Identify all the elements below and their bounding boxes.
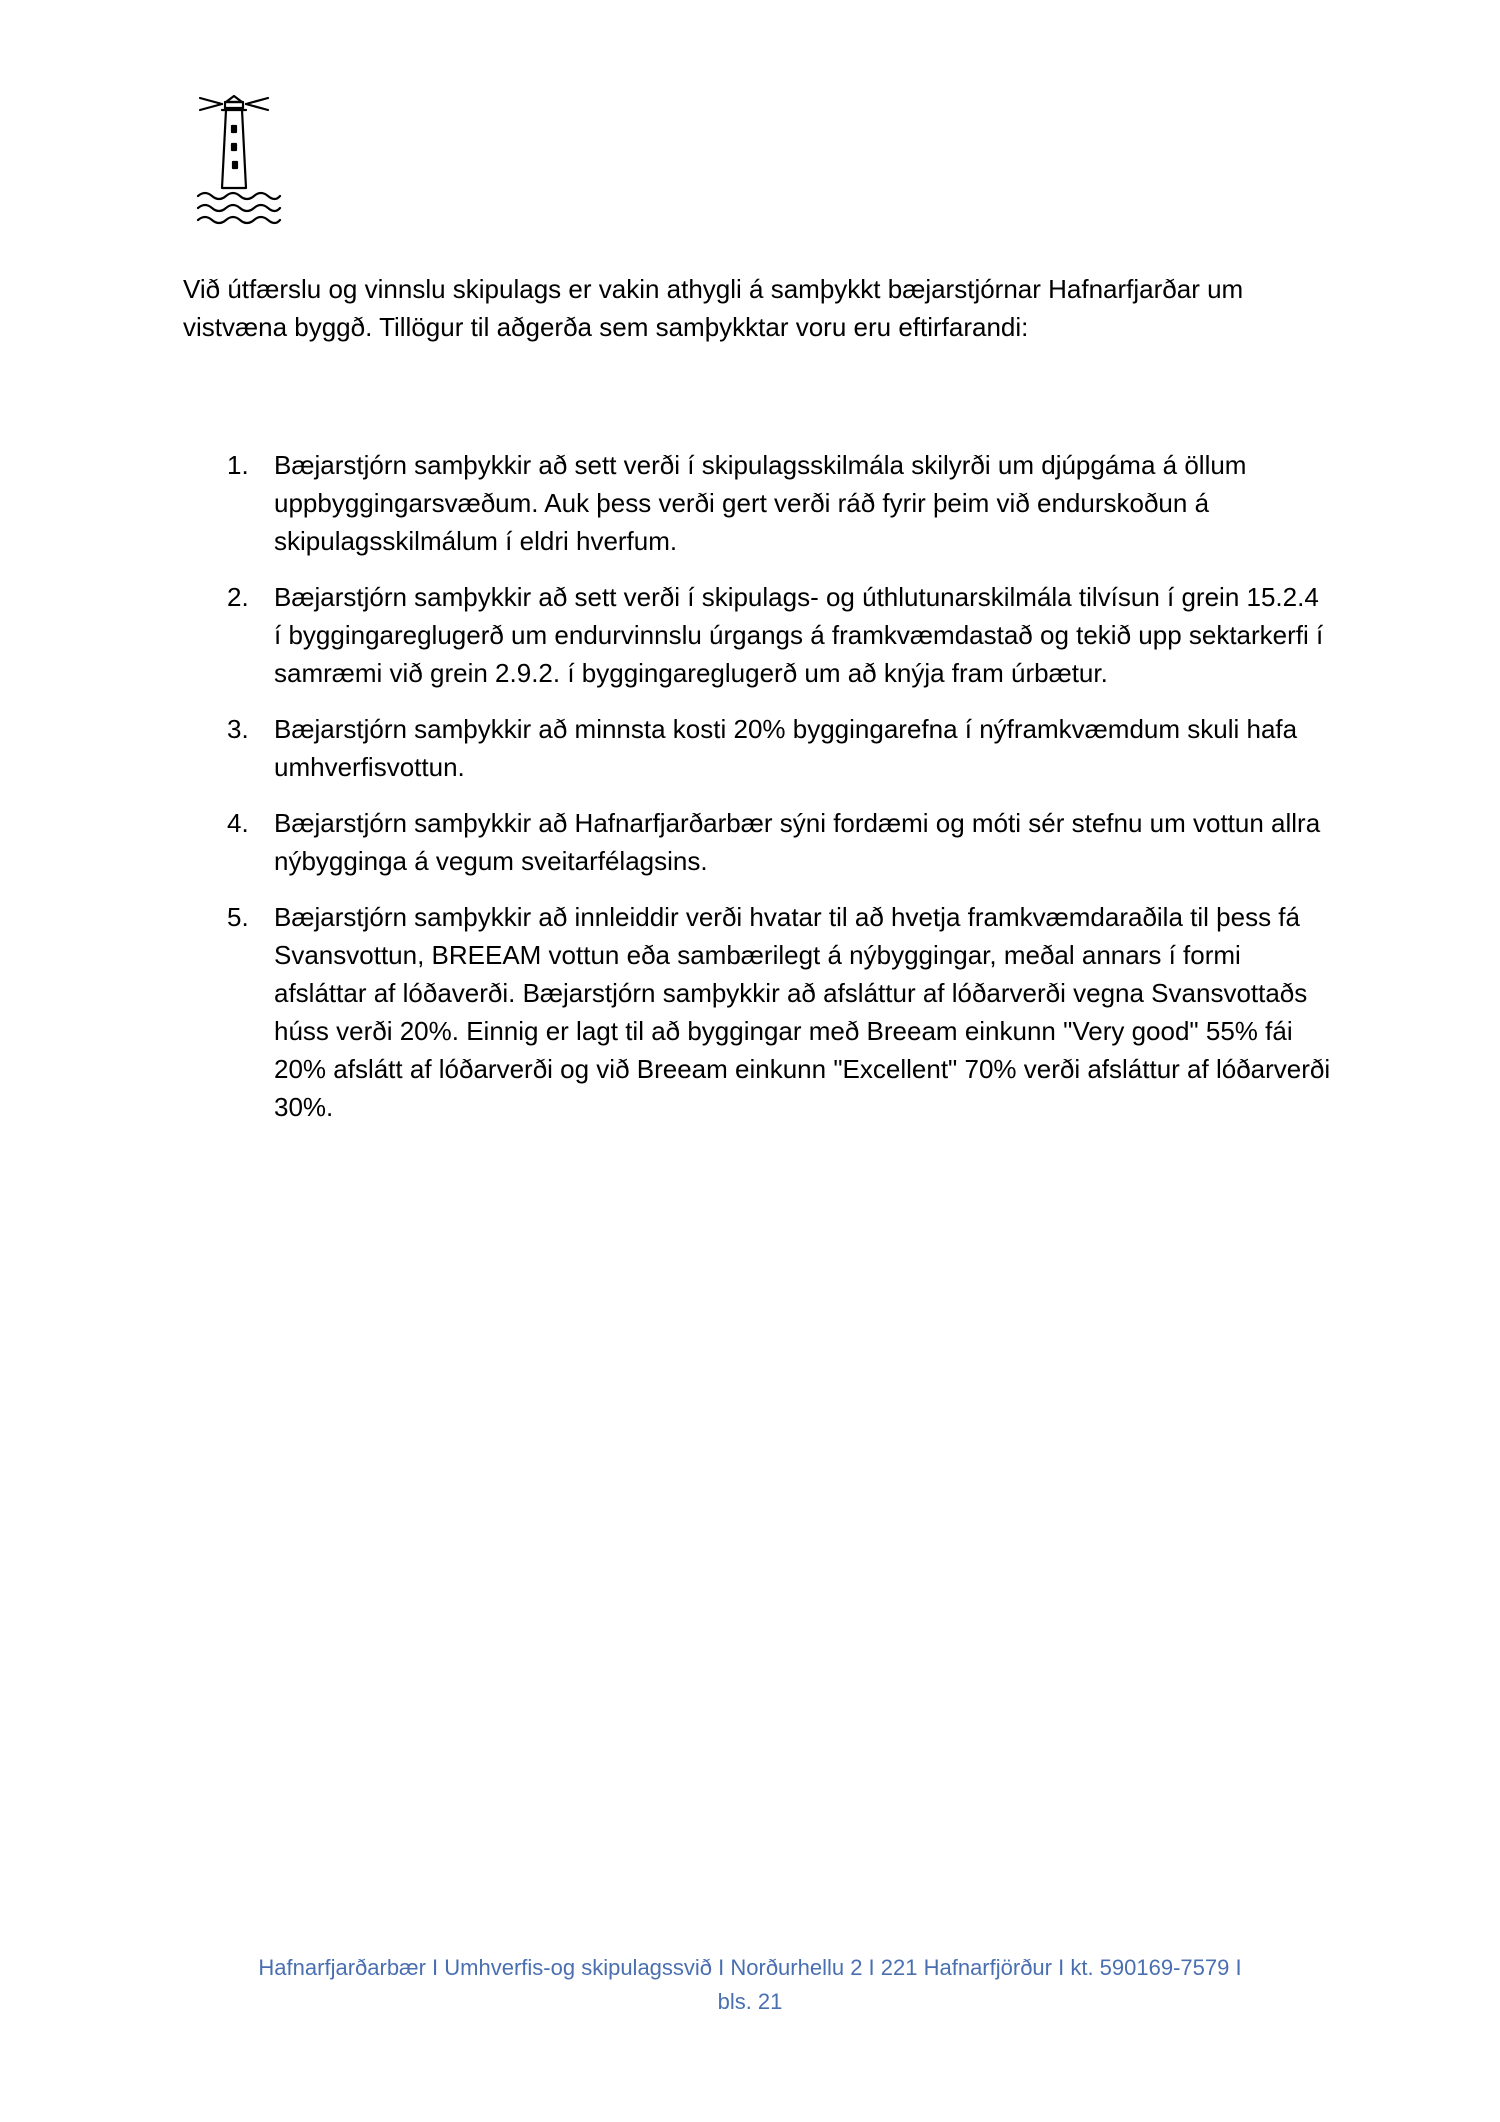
lighthouse-icon bbox=[196, 92, 286, 228]
list-item bbox=[183, 898, 1333, 1126]
list-item-number: 1. bbox=[227, 450, 249, 480]
page-number: bls. 21 bbox=[717, 1989, 783, 2014]
list-item bbox=[183, 710, 1333, 786]
list-item-number: 2. bbox=[227, 582, 249, 612]
list-item-text: Bæjarstjórn samþykkir að innleiddir verði hvatar til að hvetja framkvæmdaraðila til þess fá Svansvottun, BREEAM vottun eða sambærilegt á nýbyggingar, meðal annars í formi afsláttar af lóðaverði. Bæjarstjórn samþykkir að afsláttur af lóðarverði vegna Svansvottaðs húss verði 20%. Einnig er lagt til að byggingar með Breeam einkunn "Very good" 55% fái 20% afslátt af lóðarverði og við Breeam einkunn "Excellent" 70% verði afsláttur af lóðarverði 30%. bbox=[274, 902, 1331, 1122]
proposal-list bbox=[183, 446, 1333, 1144]
footer-address: Hafnarfjarðarbær I Umhverfis-og skipulagssvið I Norðurhellu 2 I 221 Hafnarfjörður I kt. 590169-7579 I bbox=[258, 1955, 1242, 1980]
list-item-number: 3. bbox=[227, 714, 249, 744]
list-item bbox=[183, 804, 1333, 880]
list-item-text: Bæjarstjórn samþykkir að Hafnarfjarðarbær sýni fordæmi og móti sér stefnu um vottun allra nýbygginga á vegum sveitarfélagsins. bbox=[274, 808, 1321, 876]
list-item-text: Bæjarstjórn samþykkir að sett verði í skipulags- og úthlutunarskilmála tilvísun í grein 15.2.4 í byggingareglugerð um endurvinnslu úrgangs á framkvæmdastað og tekið upp sektarkerfi í samræmi við grein 2.9.2. í byggingareglugerð um að knýja fram úrbætur. bbox=[274, 582, 1324, 688]
list-item bbox=[183, 578, 1333, 692]
list-item-number: 5. bbox=[227, 902, 249, 932]
intro-paragraph: Við útfærslu og vinnslu skipulags er vakin athygli á samþykkt bæjarstjórnar Hafnarfjarðar um vistvæna byggð. Tillögur til aðgerða sem samþykktar voru eru eftirfarandi: bbox=[183, 274, 1244, 342]
list-item-text: Bæjarstjórn samþykkir að minnsta kosti 20% byggingarefna í nýframkvæmdum skuli hafa umhverfisvottun. bbox=[274, 714, 1298, 782]
page-footer bbox=[150, 1951, 1350, 2019]
list-item bbox=[183, 446, 1333, 560]
list-item-text: Bæjarstjórn samþykkir að sett verði í skipulagsskilmála skilyrði um djúpgáma á öllum uppbyggingarsvæðum. Auk þess verði gert verði ráð fyrir þeim við endurskoðun á skipulagsskilmálum í eldri hverfum. bbox=[274, 450, 1247, 556]
list-item-number: 4. bbox=[227, 808, 249, 838]
